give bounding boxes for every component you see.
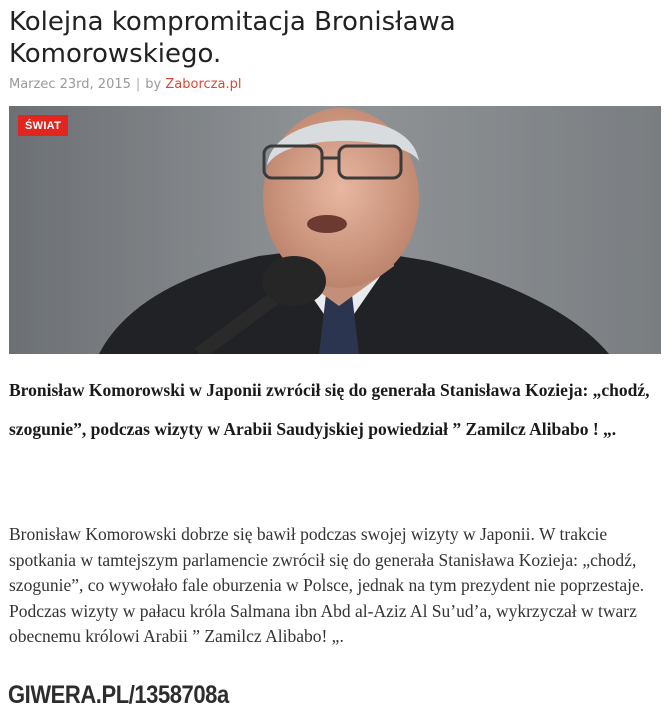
- author-link[interactable]: Zaborcza.pl: [165, 77, 242, 92]
- article-body: Bronisław Komorowski dobrze się bawił podczas swojej wizyty w Japonii. W trakcie spotkania w tamtejszym parlamencie zwrócił się do generała Stanisława Kozieja: „chodź, szogunie”, co wywołało fale oburzenia w Polsce, jednak na tym prezydent nie poprzestaje. Podczas wizyty w pałacu króla Salmana ibn Abd al-Aziz Al Su’ud’a, wykrzyczał w twarz obecnemu królowi Arabii ” Zamilcz Alibabo! „.: [9, 524, 645, 646]
- category-badge[interactable]: ŚWIAT: [18, 115, 68, 136]
- article-title[interactable]: Kolejna kompromitacja Bronisława Komorowskiego.: [9, 7, 456, 69]
- featured-image-illustration: [9, 106, 661, 354]
- post-date: Marzec 23rd, 2015: [9, 77, 131, 92]
- site-watermark: GIWERA.PL/1358708a: [8, 681, 229, 709]
- article-lead: Bronisław Komorowski w Japonii zwrócił się do generała Stanisława Kozieja: „chodź, szogunie”, podczas wizyty w Arabii Saudyjskiej powiedział ” Zamilcz Alibabo ! „.: [9, 380, 650, 439]
- meta-separator: |: [135, 77, 141, 92]
- featured-image[interactable]: [9, 106, 661, 354]
- article-meta: [9, 77, 241, 92]
- by-label: by: [145, 77, 162, 92]
